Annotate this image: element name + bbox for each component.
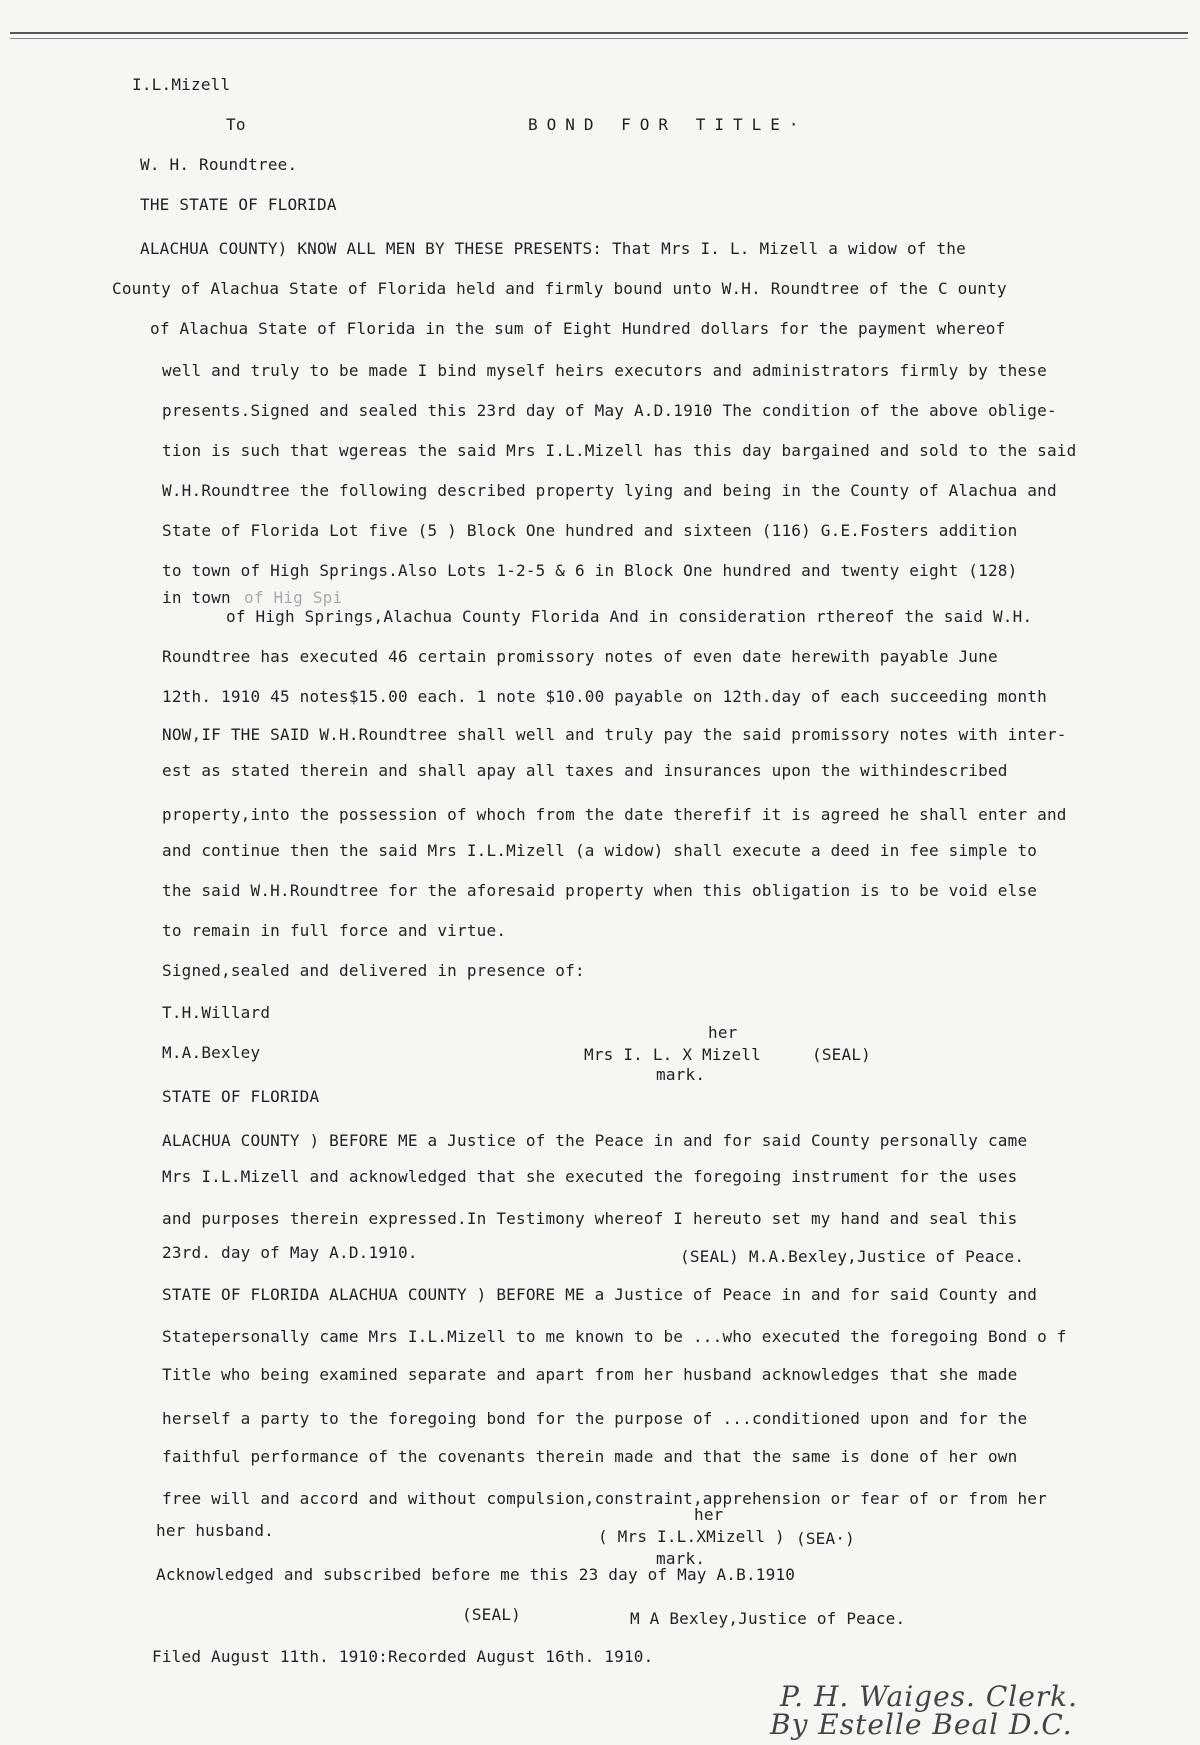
ack-line: ALACHUA COUNTY ) BEFORE ME a Justice of the Peace in and for said County personally came — [162, 1131, 1028, 1150]
signature-mark: mark. — [656, 1065, 706, 1084]
to-party: W. H. Roundtree. — [140, 155, 298, 174]
witness: T.H.Willard — [162, 1003, 271, 1022]
ack-line: Mrs I.L.Mizell and acknowledged that she executed the foregoing instrument for the uses — [162, 1167, 1018, 1186]
to-label: To — [226, 115, 246, 134]
body-line: of High Springs,Alachua County Florida And in consideration rthereof the said W.H. — [226, 607, 1033, 626]
body-line: Roundtree has executed 46 certain promissory notes of even date herewith payable June — [162, 647, 998, 666]
body-line: 12th. 1910 45 notes$15.00 each. 1 note $10.00 payable on 12th.day of each succeeding month — [162, 687, 1047, 706]
body-line: ALACHUA COUNTY) KNOW ALL MEN BY THESE PRESENTS: That Mrs I. L. Mizell a widow of the — [140, 239, 966, 258]
ack-line: Title who being examined separate and apart from her husband acknowledges that she made — [162, 1365, 1018, 1384]
ack-line: Acknowledged and subscribed before me this 23 day of May A.B.1910 — [156, 1565, 796, 1584]
top-rule-inner — [10, 38, 1188, 39]
body-line: property,into the possession of whoch from the date therefif it is agreed he shall enter and — [162, 805, 1067, 824]
ack-line: free will and accord and without compulsion,constraint,apprehension or fear of or from her — [162, 1489, 1047, 1508]
body-line: W.H.Roundtree the following described property lying and being in the County of Alachua and — [162, 481, 1057, 500]
ack-line: faithful performance of the covenants therein made and that the same is done of her own — [162, 1447, 1018, 1466]
ack-line: 23rd. day of May A.D.1910. — [162, 1243, 418, 1262]
top-rule — [10, 32, 1188, 34]
signature-her: her — [708, 1023, 738, 1042]
clerk-signature: P. H. Waiges. Clerk. — [780, 1680, 1079, 1713]
body-line: County of Alachua State of Florida held and firmly bound unto W.H. Roundtree of the C ounty — [112, 279, 1007, 298]
signature-seal: (SEAL) — [812, 1045, 871, 1064]
signature-her: her — [694, 1505, 724, 1524]
ack-line: herself a party to the foregoing bond for the purpose of ...conditioned upon and for the — [162, 1409, 1028, 1428]
signature-name: Mrs I. L. X Mizell — [584, 1045, 761, 1064]
body-line: well and truly to be made I bind myself heirs executors and administrators firmly by these — [162, 361, 1047, 380]
body-line: the said W.H.Roundtree for the aforesaid property when this obligation is to be void else — [162, 881, 1038, 900]
body-line: tion is such that wgereas the said Mrs I.L.Mizell has this day bargained and sold to the said — [162, 441, 1077, 460]
body-line: to town of High Springs.Also Lots 1-2-5 & 6 in Block One hundred and twenty eight (128) — [162, 561, 1018, 580]
body-line: THE STATE OF FLORIDA — [140, 195, 337, 214]
final-seal: (SEAL) — [462, 1605, 521, 1624]
justice-signature: M A Bexley,Justice of Peace. — [630, 1609, 906, 1628]
struck-text: of Hig Spi — [244, 588, 343, 607]
body-line: of Alachua State of Florida in the sum of Eight Hundred dollars for the payment whereof — [150, 319, 1006, 338]
from-party: I.L.Mizell — [132, 75, 231, 94]
body-line: State of Florida Lot five (5 ) Block One hundred and sixteen (116) G.E.Fosters addition — [162, 521, 1018, 540]
signature-mark: mark. — [656, 1549, 706, 1568]
ack-line: and purposes therein expressed.In Testimony whereof I hereuto set my hand and seal this — [162, 1209, 1018, 1228]
body-line: in town — [162, 588, 231, 607]
document-title: BOND FOR TITLE· — [528, 115, 808, 134]
signature-name: ( Mrs I.L.XMizell ) — [598, 1527, 785, 1546]
ack-line: her husband. — [156, 1521, 274, 1540]
signature-seal: (SEA·) — [796, 1529, 855, 1548]
body-line: to remain in full force and virtue. — [162, 921, 507, 940]
filed-recorded: Filed August 11th. 1910:Recorded August 16th. 1910. — [152, 1647, 654, 1666]
ack-line: STATE OF FLORIDA ALACHUA COUNTY ) BEFORE ME a Justice of Peace in and for said County and — [162, 1285, 1038, 1304]
body-line: Signed,sealed and delivered in presence of: — [162, 961, 585, 980]
body-line: est as stated therein and shall apay all taxes and insurances upon the withindescribed — [162, 761, 1008, 780]
body-line: NOW,IF THE SAID W.H.Roundtree shall well and truly pay the said promissory notes with inter- — [162, 725, 1067, 744]
justice-signature: (SEAL) M.A.Bexley,Justice of Peace. — [680, 1247, 1025, 1266]
witness: M.A.Bexley — [162, 1043, 261, 1062]
clerk-signature: By Estelle Beal D.C. — [770, 1708, 1073, 1741]
body-line: and continue then the said Mrs I.L.Mizell (a widow) shall execute a deed in fee simple to — [162, 841, 1038, 860]
body-line: presents.Signed and sealed this 23rd day of May A.D.1910 The condition of the above oblige- — [162, 401, 1057, 420]
ack-line: Statepersonally came Mrs I.L.Mizell to me known to be ...who executed the foregoing Bond o f — [162, 1327, 1067, 1346]
ack-line: STATE OF FLORIDA — [162, 1087, 320, 1106]
